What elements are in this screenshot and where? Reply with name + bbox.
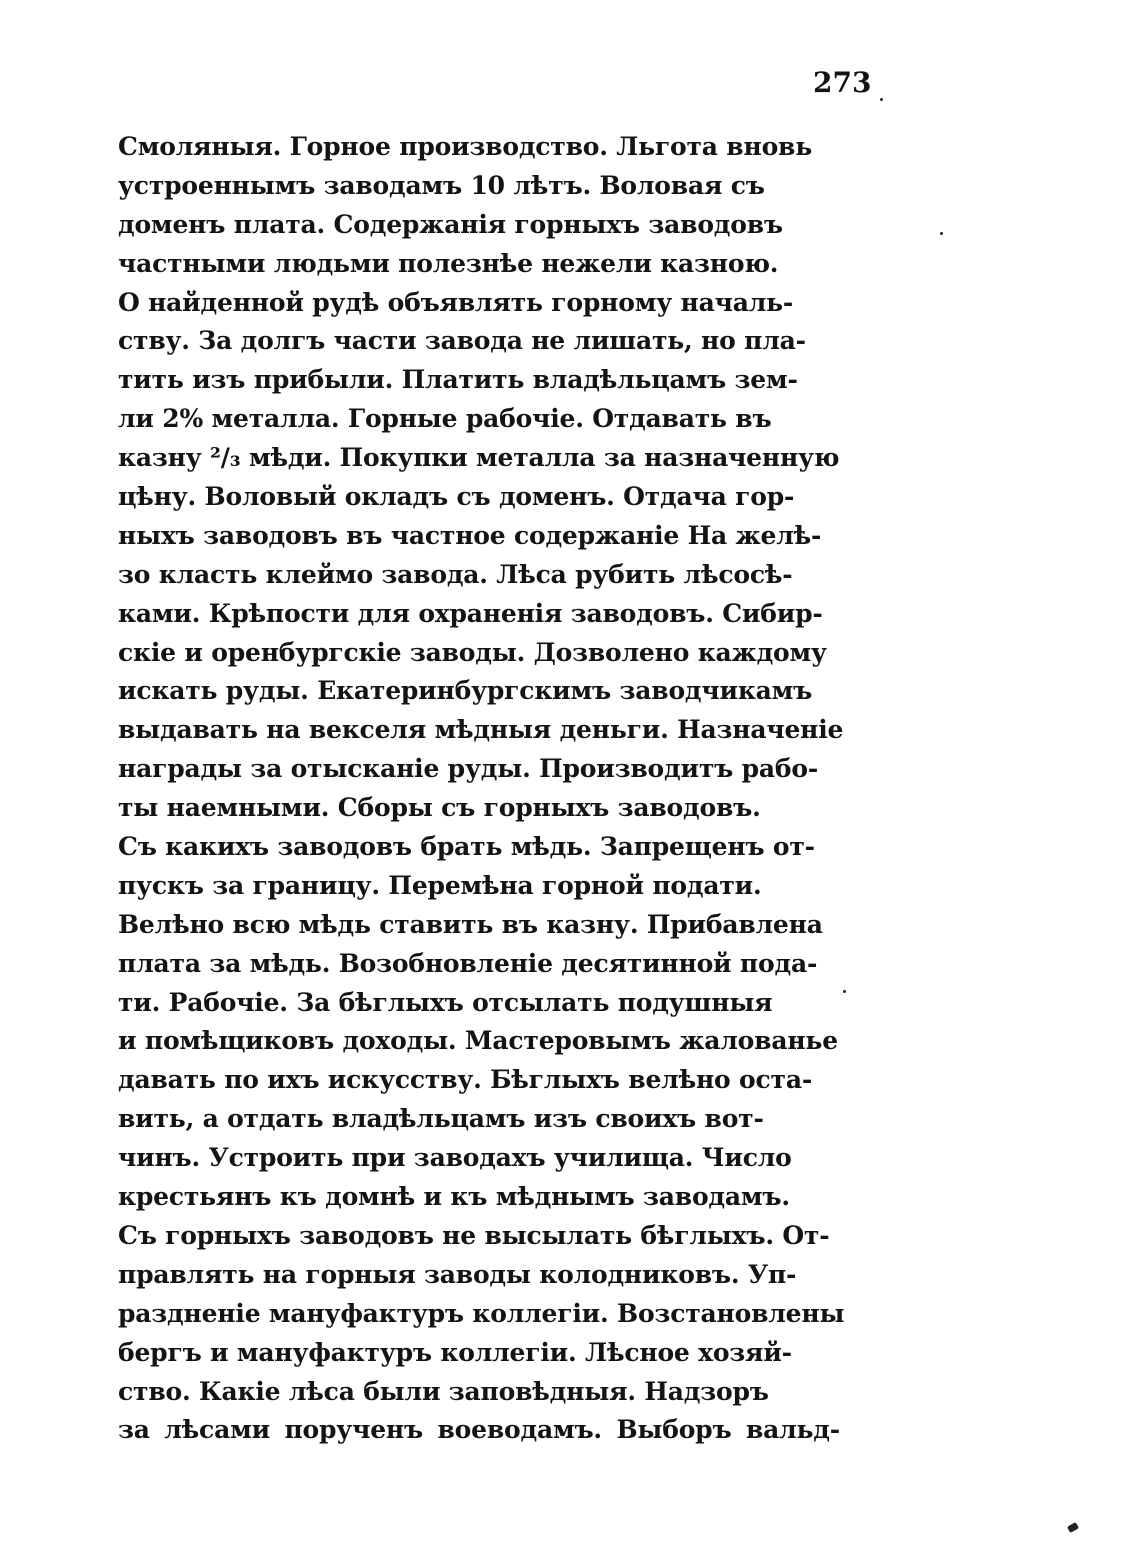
text-line: тить изъ прибыли. Платить владѣльцамъ зем-	[118, 365, 798, 395]
text-line: доменъ плата. Содержанія горныхъ заводовъ	[118, 209, 783, 239]
text-line: бергъ и мануфактуръ коллегіи. Лѣсное хозяй-	[118, 1337, 792, 1367]
text-line: раздненіе мануфактуръ коллегіи. Возстановлены	[118, 1298, 845, 1328]
text-line: награды за отысканіе руды. Производитъ рабо-	[118, 754, 818, 784]
text-line: давать по ихъ искусству. Бѣглыхъ велѣно оста-	[118, 1065, 812, 1095]
text-line: Съ горныхъ заводовъ не высылать бѣглыхъ. От-	[118, 1220, 830, 1250]
text-line: ты наемными. Сборы съ горныхъ заводовъ.	[118, 793, 761, 823]
text-line: чинъ. Устроить при заводахъ училища. Число	[118, 1143, 792, 1173]
text-line: за лѣсами порученъ воеводамъ. Выборъ вальд-	[118, 1415, 840, 1445]
scan-speck	[880, 98, 883, 101]
text-line: крестьянъ къ домнѣ и къ мѣднымъ заводамъ.	[118, 1182, 790, 1212]
text-line: ти. Рабочіе. За бѣглыхъ отсылать подушныя	[118, 987, 773, 1017]
text-line: Велѣно всю мѣдь ставить въ казну. Прибавлена	[118, 909, 823, 939]
text-line: казну ²/₃ мѣди. Покупки металла за назначенную	[118, 443, 840, 473]
text-line: плата за мѣдь. Возобновленіе десятинной пода-	[118, 948, 818, 978]
text-block	[118, 128, 845, 1450]
text-line: Смоляныя. Горное производство. Льгота вновь	[118, 132, 812, 161]
text-line: скіе и оренбургскіе заводы. Дозволено каждому	[118, 637, 827, 667]
page-number: 273	[813, 66, 872, 99]
text-line: ство. Какіе лѣса были заповѣдныя. Надзоръ	[118, 1376, 769, 1406]
text-line: пускъ за границу. Перемѣна горной подати.	[118, 870, 762, 900]
text-line: правлять на горныя заводы колодниковъ. Уп-	[118, 1259, 797, 1289]
text-line: искать руды. Екатеринбургскимъ заводчикамъ	[118, 676, 813, 706]
text-line: ныхъ заводовъ въ частное содержаніе На желѣ-	[118, 520, 822, 550]
scan-speck	[940, 232, 943, 235]
text-line: вить, а отдать владѣльцамъ изъ своихъ вот-	[118, 1104, 764, 1134]
text-line: и помѣщиковъ доходы. Мастеровымъ жалованье	[118, 1026, 838, 1056]
text-line: ли 2% металла. Горные рабочіе. Отдавать въ	[118, 404, 772, 434]
text-line: Съ какихъ заводовъ брать мѣдь. Запрещенъ от-	[118, 832, 815, 862]
text-line: цѣну. Воловый окладъ съ доменъ. Отдача гор-	[118, 482, 795, 512]
text-line: частными людьми полезнѣе нежели казною.	[118, 248, 779, 278]
text-line: устроеннымъ заводамъ 10 лѣтъ. Воловая съ	[118, 170, 765, 200]
text-line: ками. Крѣпости для охраненія заводовъ. Сибир-	[118, 598, 823, 628]
scan-speck	[1067, 1522, 1079, 1533]
scan-speck	[843, 990, 846, 993]
text-line: выдавать на векселя мѣдныя деньги. Назначеніе	[118, 715, 844, 745]
text-line: О найденной рудѣ объявлять горному началь-	[118, 287, 794, 317]
text-line: зо класть клеймо завода. Лѣса рубить лѣсосѣ-	[118, 559, 793, 589]
text-line: ству. За долгъ части завода не лишать, но пла-	[118, 326, 806, 356]
